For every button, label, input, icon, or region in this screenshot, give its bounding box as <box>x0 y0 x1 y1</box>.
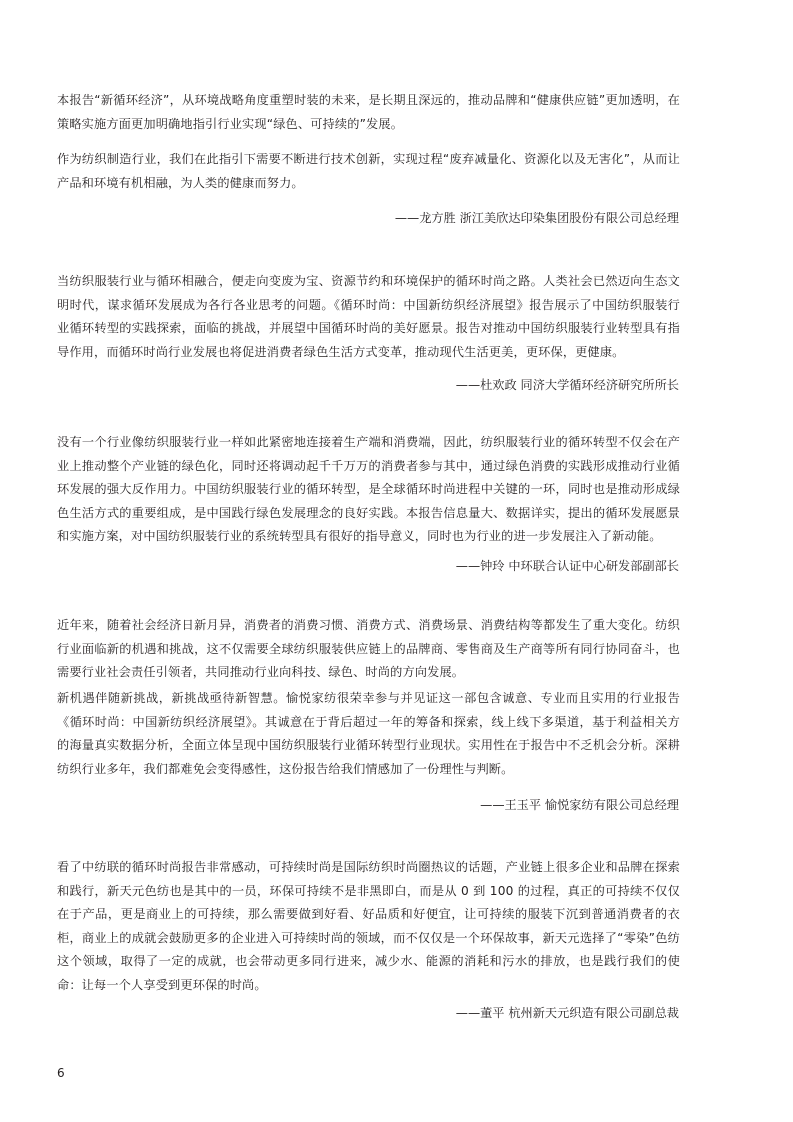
testimonial-1-paragraph-2: 作为纺织制造行业，我们在此指引下需要不断进行技术创新，实现过程“废弃减量化、资源化以及无害化”，从而让产品和环境有机相融，为人类的健康而努力。 <box>57 152 680 190</box>
testimonial-5-signature: ——董平 杭州新天元织造有限公司副总裁 <box>455 1006 679 1020</box>
testimonial-5-paragraph-1: 看了中纺联的循环时尚报告非常感动，可持续时尚是国际纺织时尚圈热议的话题，产业链上很多企业和品牌在探索和践行，新天元色纺也是其中的一员，环保可持续不是非黑即白，而是从 0 到 100 的过程，真正的可持续不仅仅在于产品，更是商业上的可持续，那么需要做到好看、好品质和好便宜，让可持续的服装下沉到普通消费者的衣柜，商业上的成就会鼓励更多的企业进入可持续时尚的领域，而不仅仅是一个环保故事，新天元选择了“零染”色纺这个领域，取得了一定的成就，也会带动更多同行进来，减少水、能源的消耗和污水的排放，也是践行我们的使命：让每一个人享受到更环保的时尚。 <box>57 860 680 992</box>
testimonial-2-paragraph-1: 当纺织服装行业与循环相融合，便走向变废为宝、资源节约和环境保护的循环时尚之路。人类社会已然迈向生态文明时代，谋求循环发展成为各行各业思考的问题。《循环时尚：中国新纺织经济展望》报告展示了中国纺织服装行业循环转型的实践探索，面临的挑战，并展望中国循环时尚的美好愿景。报告对推动中国纺织服装行业转型具有指导作用，而循环时尚行业发展也将促进消费者绿色生活方式变革，推动现代生活更美，更环保，更健康。 <box>57 274 680 359</box>
testimonial-1-signature: ——龙方胜 浙江美欣达印染集团股份有限公司总经理 <box>394 211 679 225</box>
testimonial-2-signature: ——杜欢政 同济大学循环经济研究所所长 <box>455 378 679 392</box>
testimonial-3-signature: ——钟玲 中环联合认证中心研发部副部长 <box>455 559 679 573</box>
testimonial-1-paragraph-1: 本报告“新循环经济”，从环境战略角度重塑时装的未来，是长期且深远的，推动品牌和“健康供应链”更加透明，在策略实施方面更加明确地指引行业实现“绿色、可持续的”发展。 <box>57 93 680 131</box>
page-number: 6 <box>57 1066 65 1080</box>
testimonial-4-paragraph-2: 新机遇伴随新挑战，新挑战亟待新智慧。愉悦家纺很荣幸参与并见证这一部包含诚意、专业而且实用的行业报告《循环时尚：中国新纺织经济展望》。其诚意在于背后超过一年的筹备和探索，线上线下多渠道，基于利益相关方的海量真实数据分析，全面立体呈现中国纺织服装行业循环转型行业现状。实用性在于报告中不乏机会分析。深耕纺织行业多年，我们都难免会变得感性，这份报告给我们情感加了一份理性与判断。 <box>57 691 680 776</box>
testimonial-3-paragraph-1: 没有一个行业像纺织服装行业一样如此紧密地连接着生产端和消费端，因此，纺织服装行业的循环转型不仅会在产业上推动整个产业链的绿色化，同时还将调动起千千万万的消费者参与其中，通过绿色消费的实践形成推动行业循环发展的强大反作用力。中国纺织服装行业的循环转型，是全球循环时尚进程中关键的一环，同时也是推动形成绿色生活方式的重要组成，是中国践行绿色发展理念的良好实践。本报告信息量大、数据详实，提出的循环发展愿景和实施方案，对中国纺织服装行业的系统转型具有很好的指导意义，同时也为行业的进一步发展注入了新动能。 <box>57 435 680 544</box>
testimonial-4-signature: ——王玉平 愉悦家纺有限公司总经理 <box>480 798 679 812</box>
testimonial-4-paragraph-1: 近年来，随着社会经济日新月异，消费者的消费习惯、消费方式、消费场景、消费结构等都发生了重大变化。纺织行业面临新的机遇和挑战，这不仅需要全球纺织服装供应链上的品牌商、零售商及生产商等所有同行协同奋斗，也需要行业社会责任引领者，共同推动行业向科技、绿色、时尚的方向发展。 <box>57 618 680 680</box>
